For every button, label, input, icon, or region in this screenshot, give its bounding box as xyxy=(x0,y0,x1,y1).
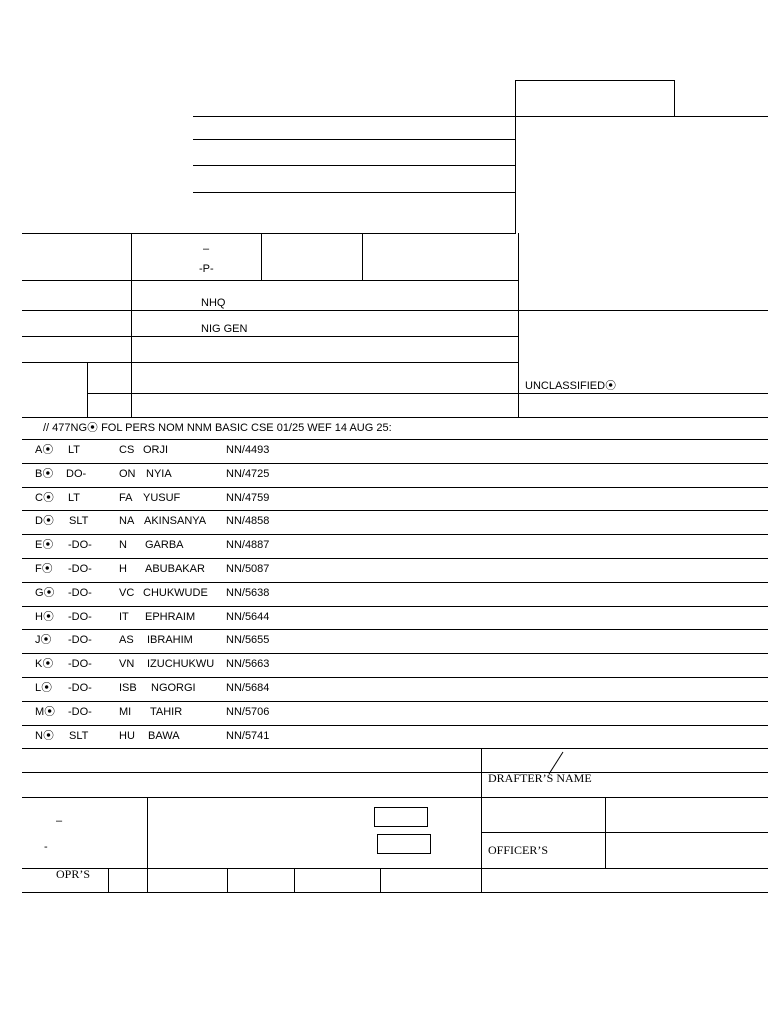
rule xyxy=(22,280,519,281)
row-initials: HU xyxy=(119,729,135,742)
rule xyxy=(193,165,516,166)
rule xyxy=(193,139,516,140)
row-initials: H xyxy=(119,563,127,575)
row-name: AKINSANYA xyxy=(144,515,207,528)
row-service-number: NN/4887 xyxy=(226,539,270,552)
rule xyxy=(481,749,482,892)
rule xyxy=(22,336,519,337)
row-initials: VC xyxy=(119,586,135,599)
rule xyxy=(22,868,768,869)
row-service-number: NN/5684 xyxy=(226,682,270,694)
row-service-number: NN/4759 xyxy=(226,491,270,504)
row-rank: SLT xyxy=(69,729,89,742)
row-name: NGORGI xyxy=(151,682,196,694)
drafters-name-label: DRAFTER’S NAME xyxy=(488,771,592,785)
row-letter: G⦿ xyxy=(35,586,55,599)
row-name: NYIA xyxy=(146,467,172,480)
row-letter: J⦿ xyxy=(35,634,52,647)
rule xyxy=(481,832,768,833)
rule xyxy=(22,558,768,559)
row-letter: K⦿ xyxy=(35,658,54,671)
row-service-number: NN/4858 xyxy=(226,515,270,528)
rule xyxy=(22,463,768,464)
row-name: ORJI xyxy=(143,444,169,456)
row-rank: -DO- xyxy=(68,705,92,718)
rule xyxy=(518,233,519,417)
rule xyxy=(22,772,768,773)
footer-dash: – xyxy=(56,815,63,827)
row-rank: -DO- xyxy=(68,634,92,647)
row-initials: ON xyxy=(119,467,136,480)
row-name: IBRAHIM xyxy=(147,634,193,647)
row-letter: B⦿ xyxy=(35,467,54,480)
rule xyxy=(380,868,381,892)
classification-label: UNCLASSIFIED⦿ xyxy=(525,380,617,392)
row-initials: ISB xyxy=(119,682,137,694)
rule xyxy=(22,892,768,893)
rule xyxy=(193,192,516,193)
rule xyxy=(193,116,768,117)
row-service-number: NN/5638 xyxy=(226,586,270,599)
rule xyxy=(605,797,606,868)
rule xyxy=(22,510,768,511)
header-dash: – xyxy=(203,243,210,255)
row-letter: M⦿ xyxy=(35,705,56,718)
row-name: GARBA xyxy=(145,539,184,552)
row-letter: E⦿ xyxy=(35,539,54,552)
row-letter: N⦿ xyxy=(35,729,54,742)
row-name: IZUCHUKWU xyxy=(147,658,215,671)
footer-dash: - xyxy=(44,841,48,853)
rule xyxy=(22,582,768,583)
rule xyxy=(22,487,768,488)
rule xyxy=(261,233,262,280)
row-rank: -DO- xyxy=(68,586,92,599)
rule xyxy=(22,748,768,749)
top-right-box xyxy=(515,80,675,117)
row-letter: A⦿ xyxy=(35,444,54,456)
rule xyxy=(22,701,768,702)
row-initials: IT xyxy=(119,610,129,623)
row-service-number: NN/5655 xyxy=(226,634,270,647)
row-rank: -DO- xyxy=(68,682,92,694)
rule xyxy=(22,310,519,311)
officers-label: OFFICER’S xyxy=(488,843,549,857)
row-rank: -DO- xyxy=(68,658,92,671)
rule xyxy=(227,868,228,892)
row-letter: C⦿ xyxy=(35,491,54,504)
row-name: EPHRAIM xyxy=(145,610,196,623)
row-name: BAWA xyxy=(148,729,180,742)
row-initials: NA xyxy=(119,515,135,528)
row-letter: H⦿ xyxy=(35,610,54,623)
rule xyxy=(515,116,516,234)
row-rank: DO- xyxy=(66,467,87,480)
rule xyxy=(147,797,148,892)
from-value: NHQ xyxy=(201,297,226,309)
row-service-number: NN/5706 xyxy=(226,705,270,718)
row-service-number: NN/5087 xyxy=(226,563,270,575)
row-service-number: NN/5644 xyxy=(226,610,270,623)
rule xyxy=(22,417,768,418)
row-rank: LT xyxy=(68,444,81,456)
to-value: NIG GEN xyxy=(201,323,248,335)
rule xyxy=(22,725,768,726)
rule xyxy=(87,393,768,394)
signature-box xyxy=(377,834,431,854)
rule xyxy=(22,606,768,607)
rule xyxy=(22,797,768,798)
rule xyxy=(362,233,363,280)
oprs-label: OPR’S xyxy=(56,867,91,881)
row-rank: SLT xyxy=(69,515,89,528)
row-letter: L⦿ xyxy=(35,682,53,694)
row-initials: CS xyxy=(119,444,135,456)
row-letter: F⦿ xyxy=(35,563,53,575)
row-name: CHUKWUDE xyxy=(143,586,208,599)
signature-box xyxy=(374,807,428,827)
row-service-number: NN/4493 xyxy=(226,444,270,456)
row-name: YUSUF xyxy=(143,491,181,504)
row-rank: -DO- xyxy=(68,610,92,623)
rule xyxy=(22,629,768,630)
rule xyxy=(22,534,768,535)
row-service-number: NN/4725 xyxy=(226,467,270,480)
row-initials: VN xyxy=(119,658,135,671)
rule xyxy=(22,233,516,234)
rule xyxy=(108,868,109,892)
row-initials: MI xyxy=(119,705,132,718)
row-rank: -DO- xyxy=(68,539,92,552)
row-name: TAHIR xyxy=(150,705,183,718)
row-name: ABUBAKAR xyxy=(145,563,205,575)
row-rank: LT xyxy=(68,491,81,504)
row-letter: D⦿ xyxy=(35,515,54,528)
rule xyxy=(22,439,768,440)
message-subject: // 477NG⦿ FOL PERS NOM NNM BASIC CSE 01/25 WEF 14 AUG 25: xyxy=(43,422,392,434)
row-initials: N xyxy=(119,539,127,552)
row-service-number: NN/5741 xyxy=(226,729,270,742)
row-initials: AS xyxy=(119,634,134,647)
row-initials: FA xyxy=(119,491,133,504)
rule xyxy=(22,362,519,363)
rule xyxy=(22,653,768,654)
precedence-label: -P- xyxy=(199,263,214,275)
row-service-number: NN/5663 xyxy=(226,658,270,671)
rule xyxy=(294,868,295,892)
rule xyxy=(22,677,768,678)
row-rank: -DO- xyxy=(68,563,92,575)
rule xyxy=(131,233,132,417)
rule xyxy=(87,362,88,417)
rule xyxy=(519,310,768,311)
